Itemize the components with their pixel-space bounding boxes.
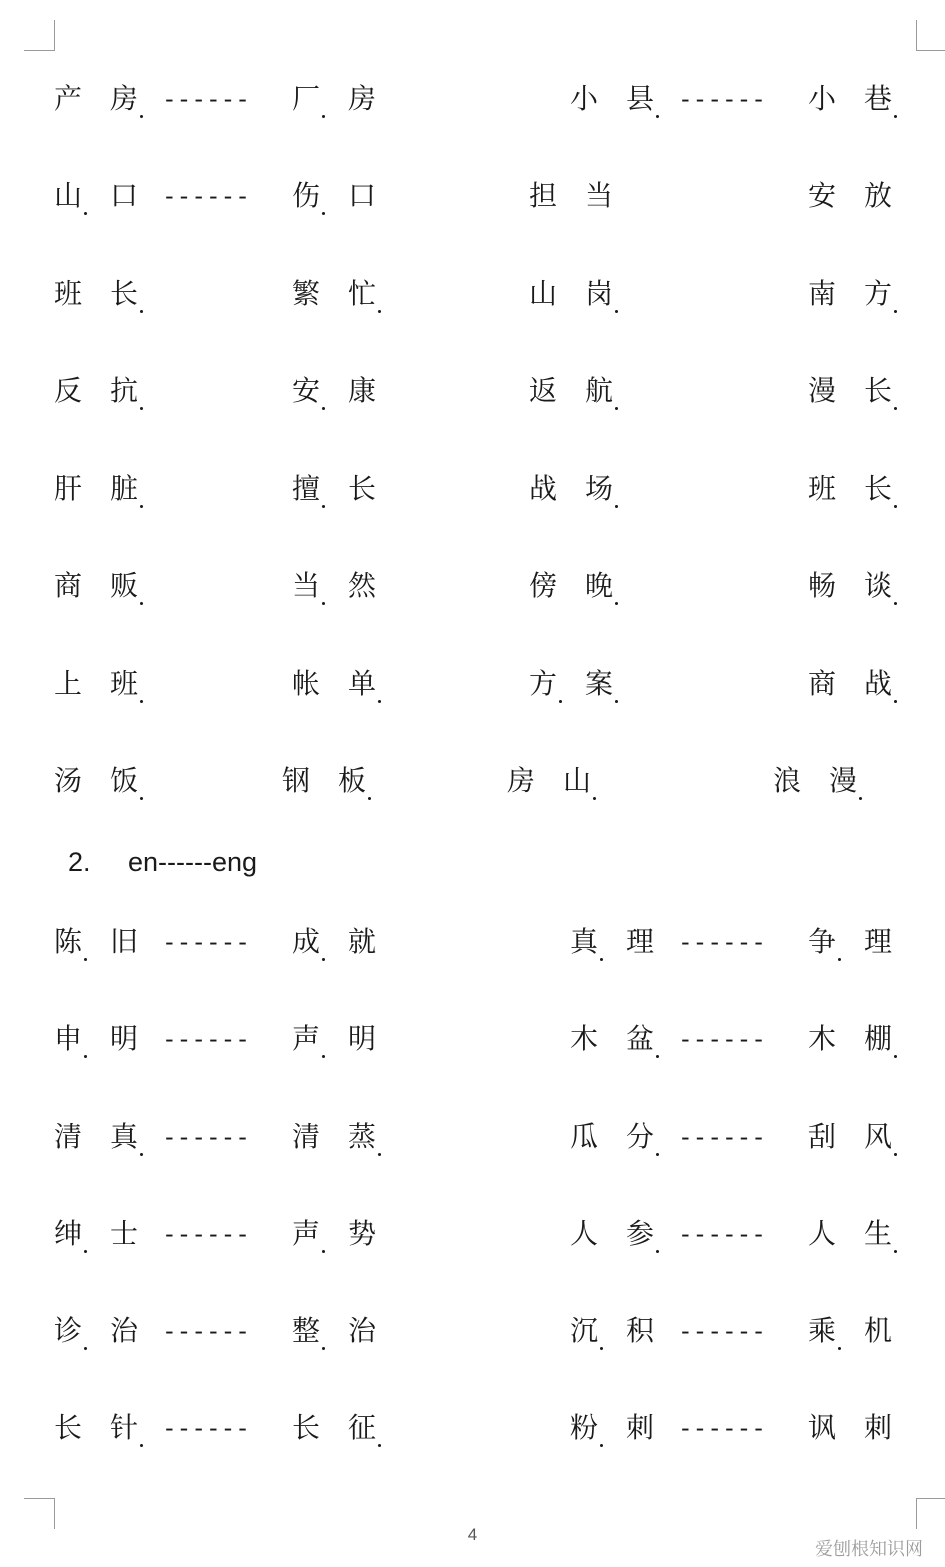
- word-pair: [808, 176, 892, 216]
- char-dotted: 蒸: [348, 1117, 376, 1157]
- dash-connector: ------: [165, 1123, 253, 1151]
- word-pair: [292, 1311, 376, 1351]
- dash-connector: ------: [165, 182, 253, 210]
- char-dotted: 安: [292, 371, 320, 411]
- char-dotted: 忙: [348, 274, 376, 314]
- word-pair: [570, 1311, 654, 1351]
- char: 刺: [864, 1411, 893, 1444]
- char-dotted: 参: [626, 1214, 654, 1254]
- word-pair: [54, 761, 138, 801]
- word-pair: [54, 1117, 138, 1157]
- char: 汤: [54, 764, 83, 797]
- char: 就: [348, 925, 377, 958]
- char-dotted: 方: [529, 664, 557, 704]
- char: 山: [529, 277, 558, 310]
- char: 繁: [292, 277, 321, 310]
- char-dotted: 山: [54, 176, 82, 216]
- word-pair: [54, 469, 138, 509]
- dash-connector: ------: [681, 1414, 769, 1442]
- char: 傍: [529, 569, 558, 602]
- char: 人: [808, 1217, 837, 1250]
- char: 治: [110, 1314, 139, 1347]
- char: 房: [348, 82, 377, 115]
- word-pair: [808, 922, 892, 962]
- word-pair: [54, 274, 138, 314]
- word-pair: [292, 566, 376, 606]
- word-pair: [292, 1214, 376, 1254]
- dash-connector: ------: [165, 1025, 253, 1053]
- word-pair: [54, 1019, 138, 1059]
- char-dotted: 粉: [570, 1408, 598, 1448]
- char-dotted: 争: [808, 922, 836, 962]
- char: 返: [529, 374, 558, 407]
- char: 上: [54, 667, 83, 700]
- char-dotted: 征: [348, 1408, 376, 1448]
- char-dotted: 长: [864, 371, 892, 411]
- crop-mark-top-left: [24, 20, 55, 51]
- char: 势: [348, 1217, 377, 1250]
- char: 长: [54, 1411, 83, 1444]
- word-pair: [54, 1408, 138, 1448]
- char-dotted: 整: [292, 1311, 320, 1351]
- char: 理: [626, 925, 655, 958]
- char: 帐: [292, 667, 321, 700]
- char: 治: [348, 1314, 377, 1347]
- char-dotted: 抗: [110, 371, 138, 411]
- char-dotted: 方: [864, 274, 892, 314]
- dash-connector: ------: [165, 85, 253, 113]
- char-dotted: 擅: [292, 469, 320, 509]
- char-dotted: 诊: [54, 1311, 82, 1351]
- char-dotted: 绅: [54, 1214, 82, 1254]
- word-pair: [808, 1214, 892, 1254]
- char: 担: [529, 179, 558, 212]
- char-dotted: 房: [110, 79, 138, 119]
- char: 肝: [54, 472, 83, 505]
- char-dotted: 乘: [808, 1311, 836, 1351]
- word-pair: [54, 79, 138, 119]
- word-pair: [54, 371, 138, 411]
- watermark: 爱刨根知识网: [815, 1539, 923, 1560]
- char: 商: [54, 569, 83, 602]
- char: 长: [348, 472, 377, 505]
- char-dotted: 贩: [110, 566, 138, 606]
- char-dotted: 班: [110, 664, 138, 704]
- dash-connector: ------: [681, 1220, 769, 1248]
- word-pair: [507, 761, 591, 801]
- char: 钢: [282, 764, 311, 797]
- char-dotted: 针: [110, 1408, 138, 1448]
- char: 机: [864, 1314, 893, 1347]
- char-dotted: 山: [563, 761, 591, 801]
- dash-connector: ------: [681, 85, 769, 113]
- char: 反: [54, 374, 83, 407]
- char: 清: [292, 1120, 321, 1153]
- char: 商: [808, 667, 837, 700]
- word-pair: [292, 79, 376, 119]
- dash-connector: ------: [681, 1317, 769, 1345]
- crop-mark-top-right: [916, 20, 945, 51]
- char: 瓜: [570, 1120, 599, 1153]
- char: 放: [864, 179, 893, 212]
- char-dotted: 漫: [829, 761, 857, 801]
- char-dotted: 岗: [585, 274, 613, 314]
- word-pair: [808, 1311, 892, 1351]
- word-pair: [808, 1408, 892, 1448]
- word-pair: [54, 1214, 138, 1254]
- char-dotted: 长: [864, 469, 892, 509]
- char: 然: [348, 569, 377, 602]
- char: 旧: [110, 925, 139, 958]
- word-pair: [282, 761, 366, 801]
- word-pair: [54, 1311, 138, 1351]
- dash-connector: ------: [681, 1025, 769, 1053]
- char: 战: [529, 472, 558, 505]
- char-dotted: 长: [110, 274, 138, 314]
- char-dotted: 板: [338, 761, 366, 801]
- char: 当: [585, 179, 614, 212]
- dash-connector: ------: [681, 1123, 769, 1151]
- word-pair: [529, 469, 613, 509]
- char: 刮: [808, 1120, 837, 1153]
- char-dotted: 航: [585, 371, 613, 411]
- word-pair: [808, 1019, 892, 1059]
- word-pair: [529, 176, 613, 216]
- char: 人: [570, 1217, 599, 1250]
- char: 南: [808, 277, 837, 310]
- char-dotted: 分: [626, 1117, 654, 1157]
- word-pair: [529, 274, 613, 314]
- char: 产: [54, 82, 83, 115]
- char-dotted: 真: [570, 922, 598, 962]
- char: 口: [348, 179, 377, 212]
- word-pair: [808, 371, 892, 411]
- char-dotted: 伤: [292, 176, 320, 216]
- dash-connector: ------: [165, 1414, 253, 1442]
- char-dotted: 声: [292, 1019, 320, 1059]
- word-pair: [54, 664, 138, 704]
- char-dotted: 盆: [626, 1019, 654, 1059]
- word-pair: [570, 1214, 654, 1254]
- char: 漫: [808, 374, 837, 407]
- word-pair: [570, 922, 654, 962]
- word-pair: [54, 176, 138, 216]
- word-pair: [529, 371, 613, 411]
- dash-connector: ------: [681, 928, 769, 956]
- word-pair: [292, 371, 376, 411]
- char-dotted: 陈: [54, 922, 82, 962]
- char-dotted: 当: [292, 566, 320, 606]
- section-heading: [68, 842, 257, 882]
- word-pair: [292, 1117, 376, 1157]
- word-pair: [570, 79, 654, 119]
- word-pair: [292, 469, 376, 509]
- word-pair: [292, 922, 376, 962]
- word-pair: [808, 79, 892, 119]
- char: 讽: [808, 1411, 837, 1444]
- char: 士: [110, 1217, 139, 1250]
- char-dotted: 场: [585, 469, 613, 509]
- char-dotted: 成: [292, 922, 320, 962]
- dash-connector: ------: [165, 928, 253, 956]
- char-dotted: 战: [864, 664, 892, 704]
- word-pair: [54, 922, 138, 962]
- char: 长: [292, 1411, 321, 1444]
- word-pair: [292, 274, 376, 314]
- dash-connector: ------: [165, 1220, 253, 1248]
- char: 畅: [808, 569, 837, 602]
- word-pair: [808, 664, 892, 704]
- char: 小: [808, 82, 837, 115]
- word-pair: [292, 1019, 376, 1059]
- char-dotted: 风: [864, 1117, 892, 1157]
- char: 班: [808, 472, 837, 505]
- word-pair: [292, 1408, 376, 1448]
- char-dotted: 饭: [110, 761, 138, 801]
- word-pair: [529, 664, 613, 704]
- char: 浪: [773, 764, 802, 797]
- char-dotted: 申: [54, 1019, 82, 1059]
- word-pair: [808, 566, 892, 606]
- section-title: en------eng: [128, 847, 258, 877]
- word-pair: [808, 1117, 892, 1157]
- word-pair: [808, 469, 892, 509]
- word-pair: [54, 566, 138, 606]
- char: 小: [570, 82, 599, 115]
- char-dotted: 真: [110, 1117, 138, 1157]
- char-dotted: 县: [626, 79, 654, 119]
- char: 明: [348, 1022, 377, 1055]
- word-pair: [529, 566, 613, 606]
- char: 房: [507, 764, 536, 797]
- char: 木: [808, 1022, 837, 1055]
- word-pair: [773, 761, 857, 801]
- word-pair: [570, 1019, 654, 1059]
- word-pair: [808, 274, 892, 314]
- char-dotted: 案: [585, 664, 613, 704]
- char-dotted: 晚: [585, 566, 613, 606]
- char: 积: [626, 1314, 655, 1347]
- word-pair: [292, 176, 376, 216]
- char-dotted: 脏: [110, 469, 138, 509]
- word-pair: [570, 1117, 654, 1157]
- section-number: 2.: [68, 847, 91, 877]
- char-dotted: 棚: [864, 1019, 892, 1059]
- char: 班: [54, 277, 83, 310]
- char-dotted: 声: [292, 1214, 320, 1254]
- char-dotted: 沉: [570, 1311, 598, 1351]
- char-dotted: 巷: [864, 79, 892, 119]
- char: 安: [808, 179, 837, 212]
- char-dotted: 厂: [292, 79, 320, 119]
- char: 理: [864, 925, 893, 958]
- char-dotted: 单: [348, 664, 376, 704]
- word-pair: [292, 664, 376, 704]
- char: 刺: [626, 1411, 655, 1444]
- char: 木: [570, 1022, 599, 1055]
- char-dotted: 谈: [864, 566, 892, 606]
- page-number: 4: [467, 1525, 478, 1544]
- char-dotted: 生: [864, 1214, 892, 1254]
- char: 口: [110, 179, 139, 212]
- char: 明: [110, 1022, 139, 1055]
- char: 康: [348, 374, 377, 407]
- char: 清: [54, 1120, 83, 1153]
- dash-connector: ------: [165, 1317, 253, 1345]
- word-pair: [570, 1408, 654, 1448]
